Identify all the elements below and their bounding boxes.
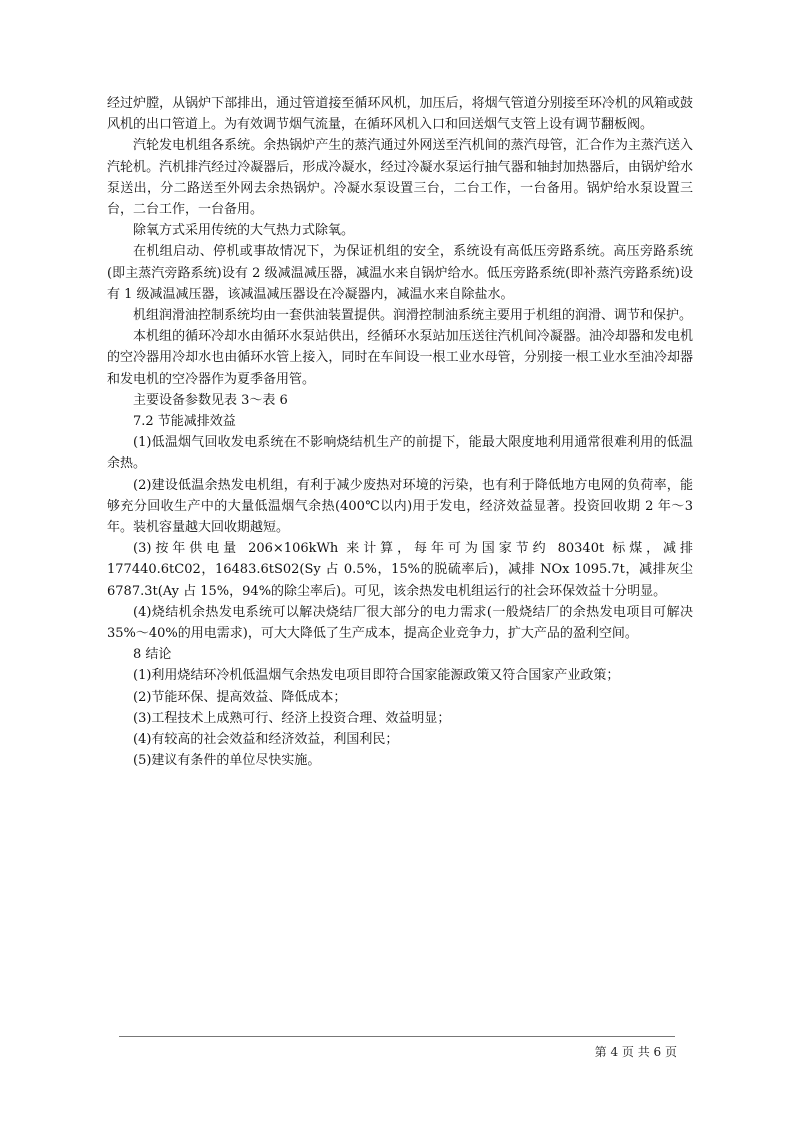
paragraph-deaeration: 除氧方式采用传统的大气热力式除氧。 [133,223,355,239]
conclusion-item-3: (3)工程技术上成熟可行、经济上投资合理、效益明显； [133,710,451,726]
conclusion-item-1: (1)利用烧结环冷机低温烟气余热发电项目即符合国家能源政策又符合国家产业政策； [133,668,620,684]
section-heading-7-2: 7.2 节能减排效益 [133,414,236,430]
benefit-item-1: (1)低温烟气回收发电系统在不影响烧结机生产的前提下，能最大限度地利用通常很难利用的低温余热。 [107,435,693,472]
page-number: 第 4 页 共 6 页 [594,1045,677,1059]
paragraph-bypass-system: 在机组启动、停机或事故情况下，为保证机组的安全，系统设有高低压旁路系统。高压旁路系统(即主蒸汽旁路系统)设有 2 级减温减压器，减温水来自锅炉给水。低压旁路系统(即补蒸汽旁路系统)设有 1 级减温减压器，该减温减压器设在冷凝器内，减温水来自除盐水。 [107,244,693,302]
paragraph-flue-gas-return: 经过炉膛，从锅炉下部排出，通过管道接至循环风机，加压后，将烟气管道分别接至环冷机的风箱或鼓风机的出口管道上。为有效调节烟气流量，在循环风机入口和回送烟气支管上设有调节翻板阀。 [107,96,693,133]
conclusion-item-5: (5)建议有条件的单位尽快实施。 [133,753,321,769]
benefit-item-2: (2)建设低温余热发电机组，有利于减少废热对环境的污染，也有利于降低地方电网的负荷率，能够充分回收生产中的大量低温烟气余热(400℃以内)用于发电，经济效益显著。投资回收期 2 年～3 年。装机容量越大回收期越短。 [107,477,693,536]
paragraph-lubrication: 机组润滑油控制系统均由一套供油装置提供。润滑控制油系统主要用于机组的润滑、调节和保护。 [133,308,693,324]
conclusion-item-4: (4)有较高的社会效益和经济效益，利国利民； [133,732,399,748]
paragraph-cooling-water: 本机组的循环冷却水由循环水泵站供出，经循环水泵站加压送往汽机间冷凝器。油冷却器和发电机的空冷器用冷却水也由循环水管上接入，同时在车间设一根工业水母管，分别接一根工业水至油冷却器和发电机的空冷器作为夏季备用管。 [107,329,693,387]
paragraph-equipment-tables: 主要设备参数见表 3～表 6 [133,392,288,408]
footer-divider [119,1036,675,1037]
paragraph-turbine-systems: 汽轮发电机组各系统。余热锅炉产生的蒸汽通过外网送至汽机间的蒸汽母管，汇合作为主蒸汽送入汽轮机。汽机排汽经过冷凝器后，形成冷凝水，经过冷凝水泵运行抽气器和轴封加热器后，由锅炉给水泵送出，分二路送至外网去余热锅炉。冷凝水泵设置三台，二台工作，一台备用。锅炉给水泵设置三台，二台工作，一台备用。 [107,138,693,218]
section-heading-8: 8 结论 [133,647,172,663]
benefit-item-4: (4)烧结机余热发电系统可以解决烧结厂很大部分的电力需求(一般烧结厂的余热发电项目可解决 35%～40%的用电需求)，可大大降低了生产成本，提高企业竞争力，扩大产品的盈利空间。 [107,604,693,642]
benefit-item-3: (3)按年供电量 206×106kWh 来计算，每年可为国家节约 80340t 标煤，减排 177440.6tC02，16483.6tS02(Sy 占 0.5%，15%的脱硫率后)，减排 NOx 1095.7t，减排灰尘 6787.3t(Ay 占 15%，94%的除尘率后)。可见，该余热发电机组运行的社会环保效益十分明显。 [107,541,693,599]
document-body [107,93,693,772]
conclusion-item-2: (2)节能环保、提高效益、降低成本； [133,689,347,705]
